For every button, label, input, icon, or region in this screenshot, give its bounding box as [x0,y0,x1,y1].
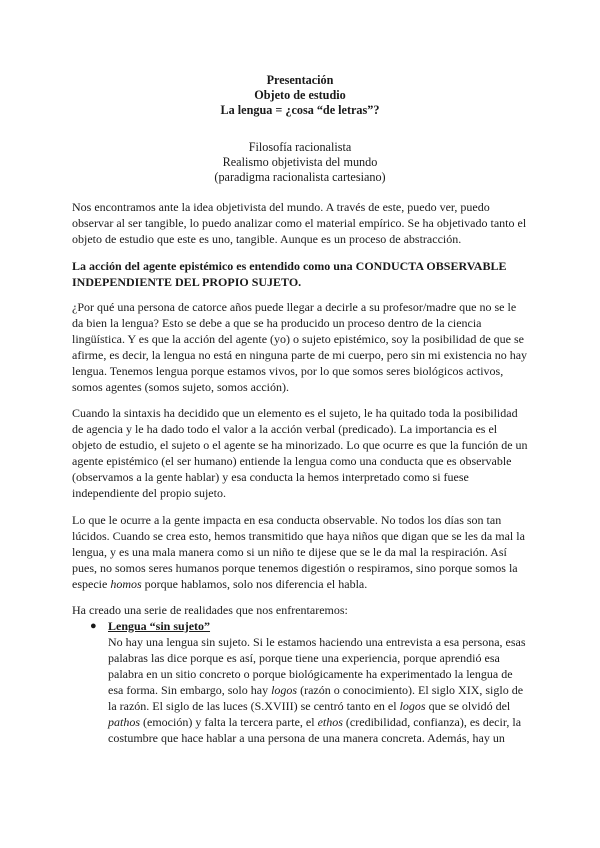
subtitle-realismo: Realismo objetivista del mundo [222,155,378,169]
bullet-pathos: pathos [108,715,141,729]
paragraph-4: Cuando la sintaxis ha decidido que un elemento es el sujeto, le ha quitado toda la posibilidad de agencia y le ha dado todo el valor a la acción verbal (predicado). La importancia es el objeto de estudio, el sujeto o el agente se ha minorizado. Lo que ocurre es que la función de un agente epistémico (el ser humano) entiende la lengua como una conducta que es observable (observamos a la gente hablar) y esa conducta la hemos interpretado como si fuese independiente del propio sujeto. [72,406,528,500]
bullet-title: Lengua “sin sujeto” [108,619,211,633]
title-presentacion: Presentación [266,73,334,87]
bullet-marker-icon: ● [90,620,97,632]
paragraph-2-bold: La acción del agente epistémico es entendido como una CONDUCTA OBSERVABLE INDEPENDIENTE DEL PROPIO SUJETO. [72,259,507,289]
bullet-body [108,634,530,746]
bullet-logos-1: logos [271,683,298,697]
bullet-logos-2: logos [399,699,426,713]
bullet-ethos: ethos [317,715,343,729]
paragraph-3: ¿Por qué una persona de catorce años puede llegar a decirle a su profesor/madre que no se le da bien la lengua? Esto se debe a que se ha producido un proceso dentro de la ciencia lingüística. Y es que la acción del agente (yo) o sujeto epistémico, soy la posibilidad de que se afirme, es decir, la lengua no está en ninguna parte de mi cuerpo, pero sin mi existencia no hay lengua. Tenemos lengua porque estamos vivos, por lo que somos seres biológicos activos, somos agentes (somos sujeto, somos acción). [72,300,528,394]
title-objeto-estudio: Objeto de estudio [254,88,346,102]
bullet-body-c: que se olvidó del [425,699,511,713]
paragraph-5 [72,512,530,592]
paragraph-6: Ha creado una serie de realidades que nos enfrentaremos: [72,603,348,617]
title-la-lengua: La lengua = ¿cosa “de letras”? [220,103,380,117]
subtitle-paradigma: (paradigma racionalista cartesiano) [214,170,386,184]
paragraph-5-text-b: porque hablamos, solo nos diferencia el habla. [141,577,368,591]
subtitle-filosofia: Filosofía racionalista [248,140,352,154]
bullet-body-b: (razón o conocimiento). El siglo XIX, siglo de la razón. El siglo de las luces (S.XVIII) se centró tanto en el [108,683,524,713]
bullet-body-e: (credibilidad, confianza), es decir, la costumbre que hace hablar a una persona de una manera concreta. Además, hay un [108,715,522,745]
paragraph-1: Nos encontramos ante la idea objetivista del mundo. A través de este, puedo ver, puedo observar al ser tangible, lo puedo analizar como el material empírico. Se ha objetivado tanto el objeto de estudio que este es uno, tangible. Aunque es un proceso de abstracción. [72,200,527,246]
paragraph-5-emphasis: homos [110,577,142,591]
paragraph-5-text-a: Lo que le ocurre a la gente impacta en esa conducta observable. No todos los días son tan lúcidos. Cuando se crea esto, hemos transmitido que haya niños que digan que se les da mal la lengua, y es una mala manera como si un niño te dijese que se le da mal la respiración. Así pues, no somos seres humanos porque tenemos digestión o respiramos, sino porque somos la especie [72,513,525,591]
bullet-body-d: (emoción) y falta la tercera parte, el [140,715,318,729]
bullet-body-a: No hay una lengua sin sujeto. Si le estamos haciendo una entrevista a esa persona, esas palabras las dice porque es así, porque tiene una experiencia, porque aprendió esa palabra en un sitio concreto o porque biológicamente ha experimentado la lengua de esa forma. Sin embargo, solo hay [108,635,526,697]
